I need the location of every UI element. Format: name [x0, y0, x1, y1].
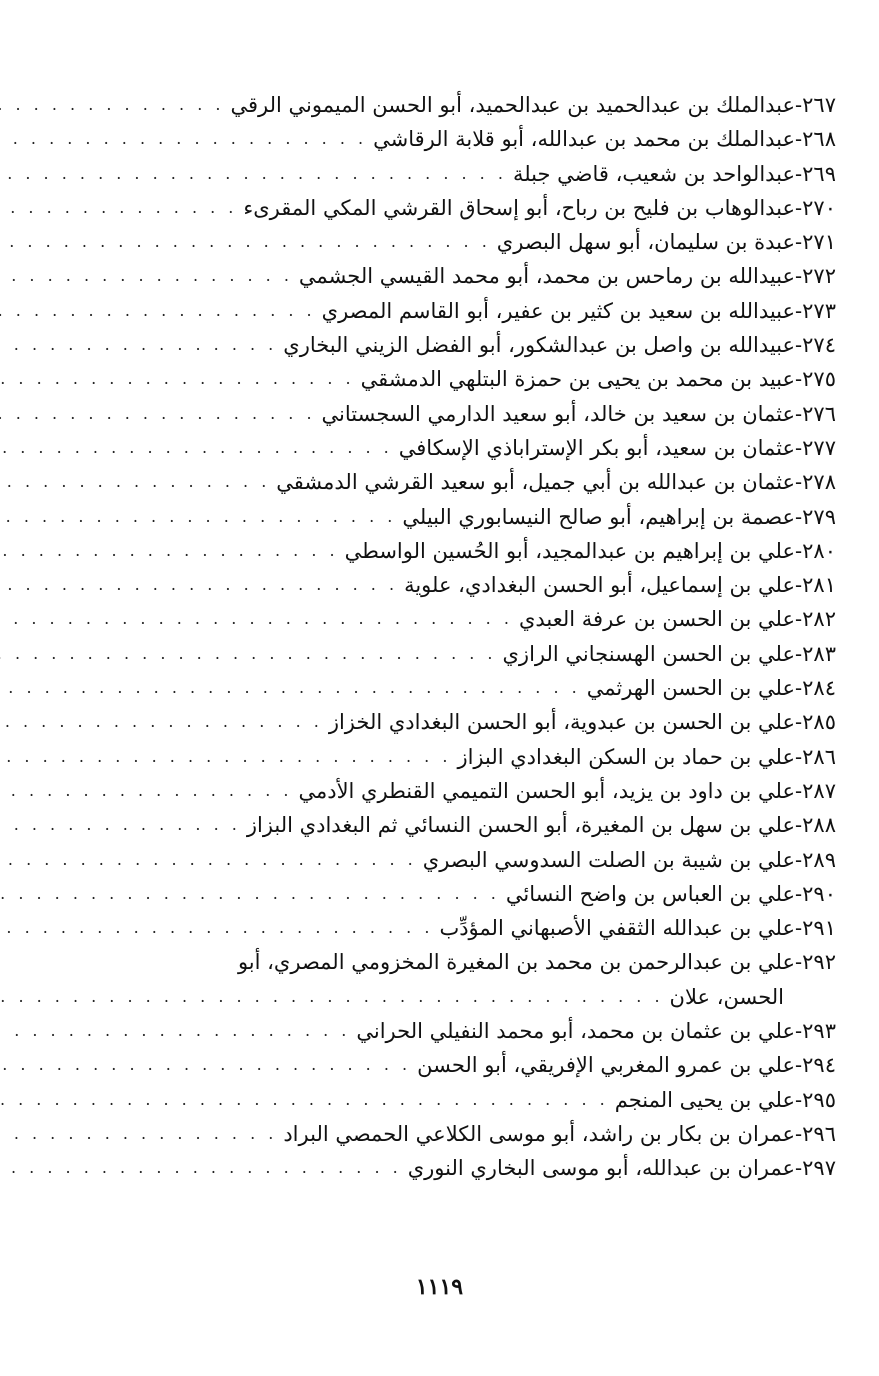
toc-entry: [118, 88, 836, 122]
entry-number: ٢٨٢-: [795, 607, 836, 632]
toc-entry: [118, 122, 836, 156]
toc-entry-first-line: [118, 945, 836, 979]
dot-leader: [0, 1151, 408, 1185]
toc-entry: [118, 1117, 836, 1151]
toc-entry: [118, 500, 836, 534]
dot-leader: [0, 225, 497, 259]
entry-number: ٢٧٨-: [795, 470, 836, 495]
entry-number: ٢٩٤-: [795, 1053, 836, 1078]
toc-entry: [118, 328, 836, 362]
dot-leader: [0, 465, 276, 499]
entry-title: عبيدالله بن واصل بن عبدالشكور، أبو الفضل الزيني البخاري: [283, 333, 796, 358]
entry-title: عصمة بن إبراهيم، أبو صالح النيسابوري البيلي: [402, 504, 796, 529]
toc-entry: [118, 534, 836, 568]
entry-number: ٢٩٠-: [795, 881, 836, 906]
entry-title: عبدالملك بن محمد بن عبدالله، أبو قلابة الرقاشي: [373, 127, 796, 152]
entry-number: ٢٦٧-: [795, 93, 836, 117]
dot-leader: [0, 500, 402, 534]
entry-title: علي بن الحسن الهرثمي: [586, 676, 796, 701]
entry-number: ٢٩٣-: [795, 1019, 836, 1044]
entry-number: ٢٧٢-: [795, 264, 836, 289]
entry-number: ٢٩٧-: [795, 1156, 836, 1181]
toc-entry: [118, 157, 836, 191]
dot-leader: [0, 671, 587, 705]
entry-number: ٢٧١-: [795, 230, 836, 255]
entry-number: ٢٨٣-: [795, 641, 836, 666]
dot-leader: [0, 397, 322, 431]
toc-entry: [118, 877, 836, 911]
toc-entry: [118, 774, 836, 808]
entry-title: عمران بن بكار بن راشد، أبو موسى الكلاعي الحمصي البراد: [283, 1121, 796, 1146]
dot-leader: [0, 157, 513, 191]
dot-leader: [0, 1083, 615, 1117]
entry-title: علي بن عمرو المغربي الإفريقي، أبو الحسن: [417, 1053, 796, 1078]
entry-title: علي بن العباس بن واضح النسائي: [505, 881, 796, 906]
entry-title: عبدالوهاب بن فليح بن رباح، أبو إسحاق القرشي المكي المقرىء: [243, 195, 796, 220]
entry-title: عبيد بن محمد بن يحيى بن حمزة البتلهي الدمشقي: [360, 367, 796, 392]
entry-title: عبيدالله بن سعيد بن كثير بن عفير، أبو القاسم المصري: [321, 298, 796, 323]
toc-entry: [118, 465, 836, 499]
dot-leader: [0, 808, 247, 842]
entry-title: عبيدالله بن رماحس بن محمد، أبو محمد القيسي الجشمي: [298, 264, 796, 289]
toc-entry: [118, 843, 836, 877]
entry-number: ٢٨٩-: [795, 847, 836, 872]
dot-leader: [0, 1048, 417, 1082]
entry-number: ٢٧٥-: [795, 367, 836, 392]
entry-title: علي بن يحيى المنجم: [614, 1087, 796, 1112]
entry-title: عبدالملك بن عبدالحميد بن عبدالحميد، أبو الحسن الميموني الرقي: [230, 93, 796, 117]
toc-entry: [118, 808, 836, 842]
toc-entry: [118, 1048, 836, 1082]
toc-entry: [118, 671, 836, 705]
dot-leader: [0, 122, 373, 156]
dot-leader: [0, 259, 299, 293]
toc-entry: [118, 911, 836, 945]
entry-title: عثمان بن عبدالله بن أبي جميل، أبو سعيد القرشي الدمشقي: [276, 470, 796, 495]
entry-title-continuation: الحسن، علان: [669, 984, 784, 1009]
toc-entry: [118, 1014, 836, 1048]
toc-entry: [118, 705, 836, 739]
toc-entry: [118, 259, 836, 293]
entry-number: ٢٨١-: [795, 573, 836, 598]
dot-leader: [0, 911, 439, 945]
entry-number: ٢٧٠-: [795, 195, 836, 220]
dot-leader: [0, 740, 457, 774]
entry-title: عمران بن عبدالله، أبو موسى البخاري النوري: [407, 1156, 796, 1181]
dot-leader: [0, 774, 298, 808]
entry-number: ٢٨٧-: [795, 778, 836, 803]
entry-number: ٢٩٦-: [795, 1121, 836, 1146]
entry-number: ٢٩١-: [795, 916, 836, 941]
entry-title: عثمان بن سعيد بن خالد، أبو سعيد الدارمي السجستاني: [321, 401, 796, 426]
dot-leader: [0, 1014, 356, 1048]
table-of-contents: [118, 88, 836, 1186]
entry-title: علي بن إسماعيل، أبو الحسن البغدادي، علوية: [404, 573, 796, 598]
dot-leader: [0, 328, 283, 362]
entry-title: علي بن سهل بن المغيرة، أبو الحسن النسائي ثم البغدادي البزاز: [246, 813, 796, 838]
entry-number: ٢٦٨-: [795, 127, 836, 152]
page-number: ١١١٩: [415, 1274, 464, 1300]
entry-number: ٢٧٤-: [795, 333, 836, 358]
entry-number: ٢٩٥-: [795, 1087, 836, 1112]
toc-entry: [118, 1083, 836, 1117]
entry-title: علي بن عثمان بن محمد، أبو محمد النفيلي الحراني: [356, 1019, 796, 1044]
dot-leader: [0, 877, 506, 911]
dot-leader: [0, 980, 670, 1014]
dot-leader: [0, 431, 399, 465]
toc-entry: [118, 637, 836, 671]
entry-title: علي بن داود بن يزيد، أبو الحسن التميمي القنطري الأدمي: [298, 778, 796, 803]
dot-leader: [0, 294, 322, 328]
entry-title: علي بن الحسن الهسنجاني الرازي: [502, 641, 796, 666]
dot-leader: [0, 843, 423, 877]
entry-title: علي بن عبدالرحمن بن محمد بن المغيرة المخزومي المصري، أبو: [237, 950, 796, 975]
entry-title: علي بن الحسن بن عرفة العبدي: [518, 607, 796, 632]
toc-entry: [118, 740, 836, 774]
entry-number: ٢٨٤-: [795, 676, 836, 701]
entry-number: ٢٦٩-: [795, 161, 836, 186]
dot-leader: [0, 705, 329, 739]
toc-entry: [118, 191, 836, 225]
toc-entry: [118, 362, 836, 396]
entry-title: علي بن الحسن بن عبدوية، أبو الحسن البغدادي الخزاز: [328, 710, 796, 735]
entry-number: ٢٨٨-: [795, 813, 836, 838]
dot-leader: [0, 362, 361, 396]
entry-number: ٢٨٦-: [795, 744, 836, 769]
entry-number: ٢٧٦-: [795, 401, 836, 426]
entry-title: علي بن شيبة بن الصلت السدوسي البصري: [422, 847, 796, 872]
dot-leader: [0, 568, 404, 602]
entry-title: علي بن إبراهيم بن عبدالمجيد، أبو الحُسين الواسطي: [344, 538, 796, 563]
entry-number: ٢٧٧-: [795, 435, 836, 460]
dot-leader: [0, 534, 345, 568]
entry-title: علي بن حماد بن السكن البغدادي البزاز: [457, 744, 796, 769]
dot-leader: [0, 1117, 283, 1151]
toc-entry: [118, 568, 836, 602]
dot-leader: [0, 602, 519, 636]
toc-entry: [118, 431, 836, 465]
toc-entry: [118, 294, 836, 328]
entry-title: عبدالواحد بن شعيب، قاضي جبلة: [512, 161, 796, 186]
entry-number: ٢٧٣-: [795, 298, 836, 323]
toc-entry: [118, 397, 836, 431]
entry-number: ٢٧٩-: [795, 504, 836, 529]
dot-leader: [0, 637, 503, 671]
entry-title: علي بن عبدالله الثقفي الأصبهاني المؤدِّب: [439, 916, 796, 941]
toc-entry: [118, 945, 836, 1014]
dot-leader: [0, 88, 230, 122]
entry-number: ٢٩٢-: [795, 950, 836, 975]
entry-number: ٢٨٥-: [795, 710, 836, 735]
entry-number: ٢٨٠-: [795, 538, 836, 563]
toc-entry: [118, 602, 836, 636]
entry-title: عبدة بن سليمان، أبو سهل البصري: [496, 230, 796, 255]
dot-leader: [0, 191, 243, 225]
toc-entry-continuation: [118, 980, 836, 1014]
entry-title: عثمان بن سعيد، أبو بكر الإستراباذي الإسكافي: [398, 435, 796, 460]
toc-entry: [118, 225, 836, 259]
toc-entry: [118, 1151, 836, 1185]
